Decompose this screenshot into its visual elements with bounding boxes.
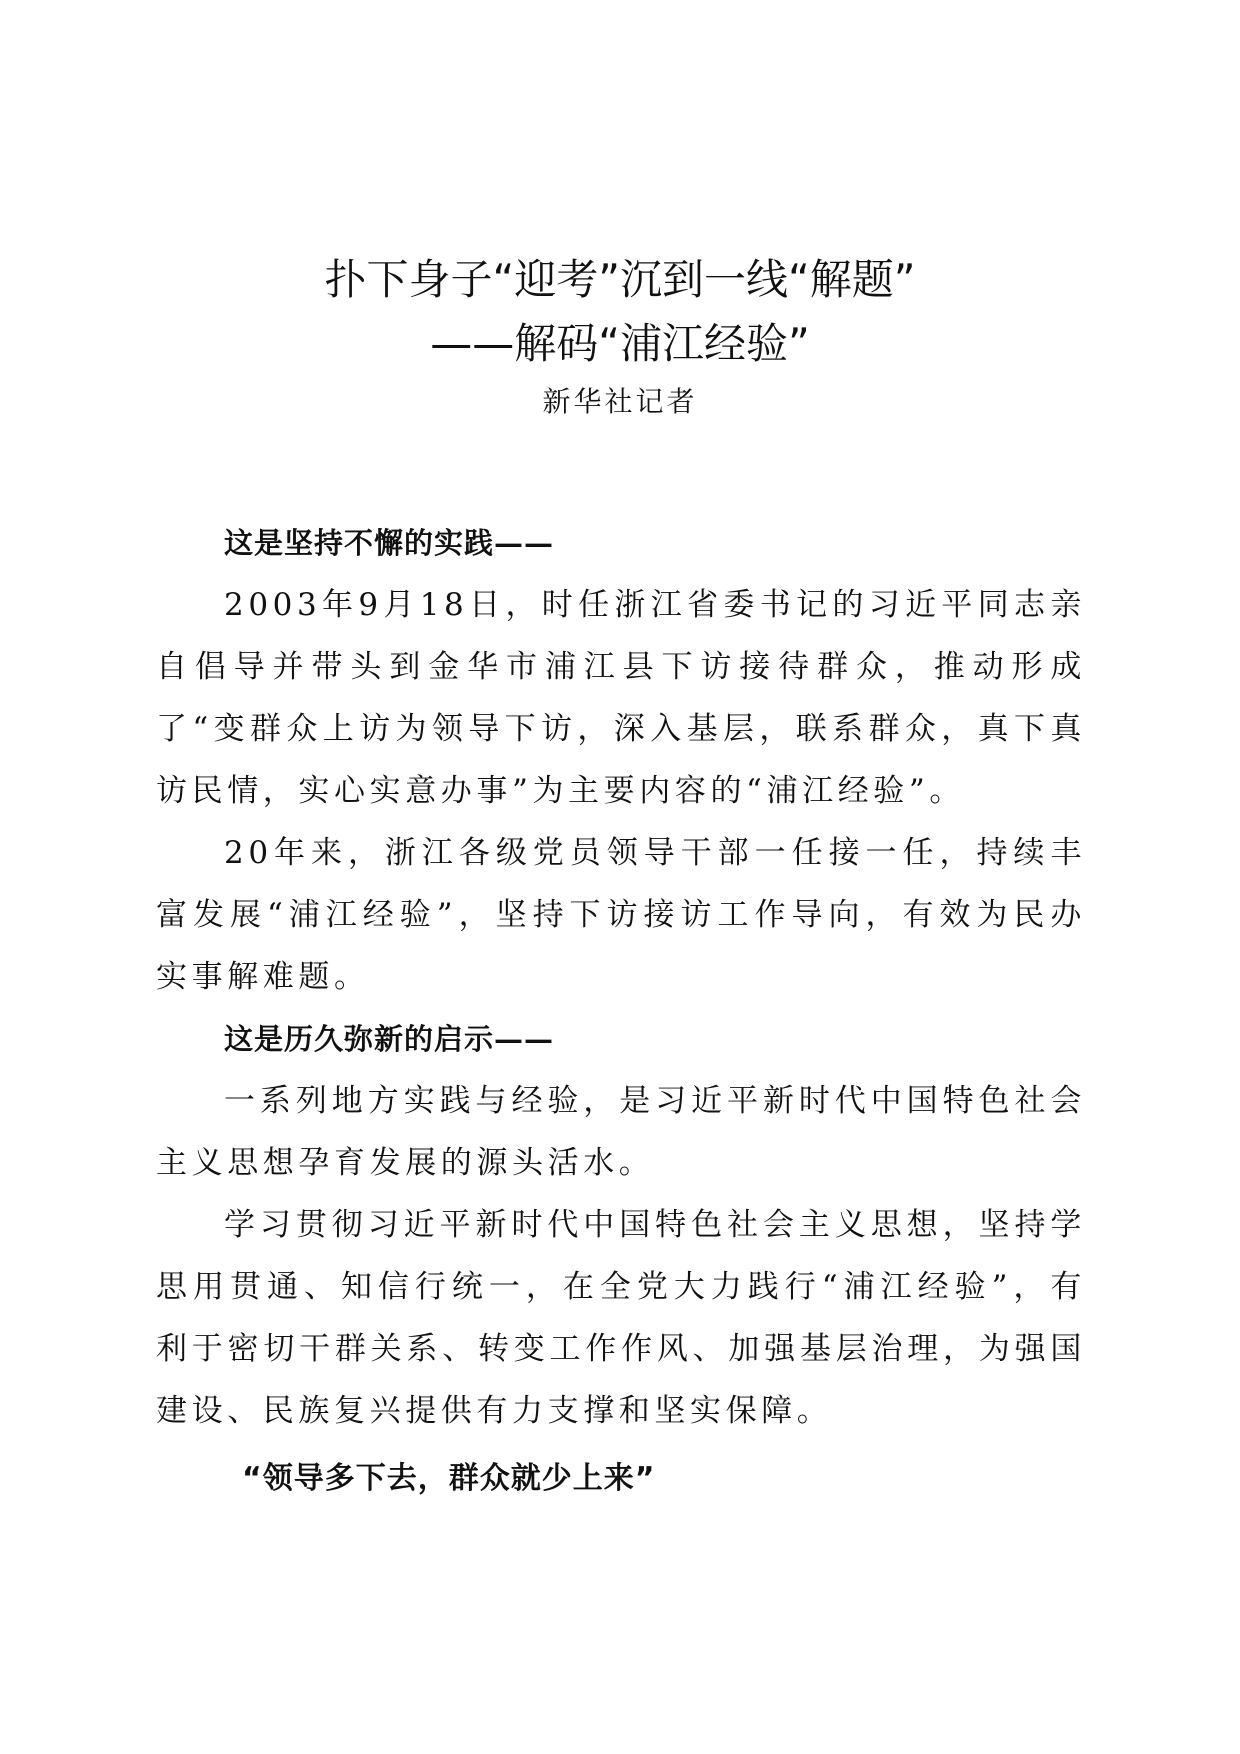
section2-paragraph-1: 一系列地方实践与经验，是习近平新时代中国特色社会主义思想孕育发展的源头活水。	[156, 1083, 1086, 1181]
section2-heading: 这是历久弥新的启示——	[224, 1022, 555, 1056]
article-body	[156, 512, 1086, 1510]
section1-paragraph-2: 20年来，浙江各级党员领导干部一任接一任，持续丰富发展“浦江经验”，坚持下访接访工作导向，有效为民办实事解难题。	[156, 835, 1086, 995]
byline: 新华社记者	[542, 385, 698, 418]
section1-heading: 这是坚持不懈的实践——	[224, 526, 555, 560]
section1-paragraph-1: 2003年9月18日，时任浙江省委书记的习近平同志亲自倡导并带头到金华市浦江县下访接待群众，推动形成了“变群众上访为领导下访，深入基层，联系群众，真下真访民情，实心实意办事”为主要内容的“浦江经验”。	[156, 587, 1086, 809]
article-title-line1: 扑下身子“迎考”沉到一线“解题”	[324, 255, 916, 304]
section-subheading: “领导多下去，群众就少上来”	[242, 1461, 656, 1496]
article-title-line2: ——解码“浦江经验”	[430, 319, 810, 368]
section2-paragraph-2: 学习贯彻习近平新时代中国特色社会主义思想，坚持学思用贯通、知信行统一，在全党大力践行“浦江经验”，有利于密切干群关系、转变工作作风、加强基层治理，为强国建设、民族复兴提供有力支撑和坚实保障。	[156, 1207, 1086, 1429]
